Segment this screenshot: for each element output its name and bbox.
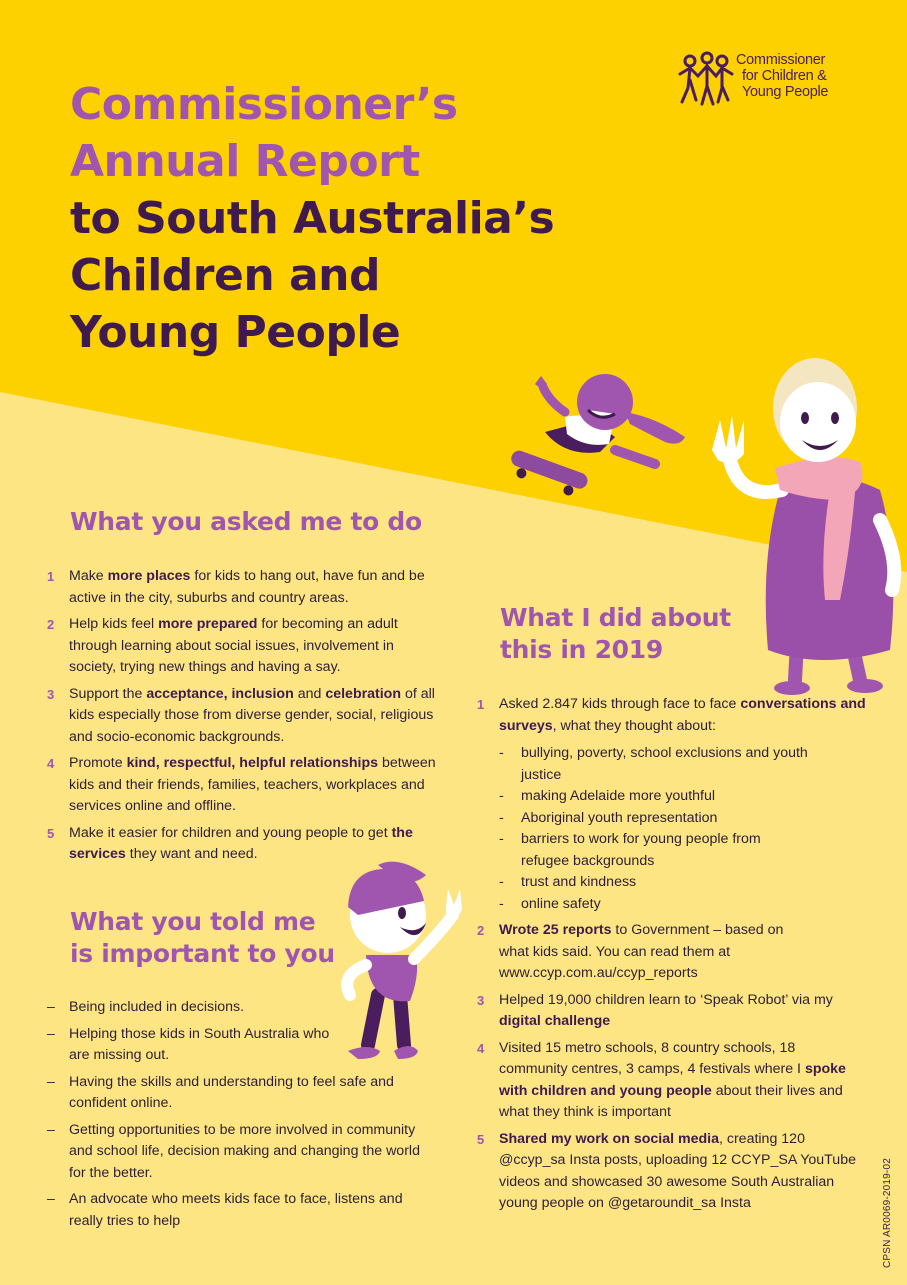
item-text: Make it easier for children and young people to get (69, 824, 392, 841)
figures-logo-icon (676, 50, 736, 108)
item-number: 2 (477, 923, 485, 938)
logo-line-2: for Children & (742, 68, 827, 84)
report-title (70, 76, 590, 361)
dash-bullet: - (499, 745, 504, 761)
asked-list (47, 566, 442, 871)
list-item (477, 1038, 852, 1124)
list-item (477, 990, 837, 1033)
item-text: Helped 19,000 children learn to ‘Speak Robot’ via my (499, 991, 833, 1008)
title-line-4: Children and (70, 250, 380, 301)
item-number: 3 (47, 686, 55, 702)
dash-bullet: – (47, 1121, 55, 1138)
item-text: Support the (69, 685, 147, 702)
item-text: Being included in decisions. (69, 999, 245, 1015)
dash-bullet: - (499, 831, 504, 847)
item-bold: Shared my work on social media (499, 1130, 719, 1147)
list-item (47, 684, 442, 749)
did-list (477, 694, 872, 1220)
told-heading (70, 906, 335, 970)
dash-bullet: – (47, 1025, 55, 1042)
item-text: between kids and their friends, families, teachers, workplaces and services online and offline. (69, 755, 436, 814)
logo-line-3: Young People (742, 84, 829, 100)
item-text: for kids to hang out, have fun and be active in the city, suburbs and country areas. (69, 568, 425, 606)
skateboarder-illustration (505, 362, 705, 502)
item-text: Make (69, 568, 108, 584)
list-item (47, 614, 442, 679)
sublist-item (499, 786, 809, 808)
item-number: 5 (477, 1131, 485, 1147)
item-text: making Adelaide more youthful (521, 788, 716, 804)
item-text: online safety (521, 895, 601, 912)
list-item (47, 753, 442, 818)
item-text: Having the skills and understanding to feel safe and confident online. (69, 1073, 394, 1111)
dash-bullet: - (499, 874, 504, 890)
told-list (47, 997, 422, 1237)
item-text: An advocate who meets kids face to face, listens and really tries to help (69, 1191, 403, 1229)
item-text: Asked 2.847 kids through face to face (499, 696, 741, 712)
ccyp-logo (676, 48, 866, 108)
title-line-3: to South Australia’s (70, 193, 555, 244)
list-item (47, 566, 442, 609)
list-item (47, 823, 442, 866)
item-bold: conversations and surveys (499, 696, 866, 734)
item-text: and (293, 685, 326, 702)
told-heading-line-2: is important to you (70, 939, 335, 968)
list-item (47, 1189, 422, 1232)
list-item (47, 1024, 347, 1067)
list-item (47, 1072, 422, 1115)
item-text: trust and kindness (521, 874, 637, 890)
told-heading-line-1: What you told me (70, 907, 316, 936)
item-bold: kind, respectful, helpful relationships (126, 755, 379, 771)
list-item (477, 694, 872, 915)
dash-bullet: - (499, 809, 504, 826)
item-number: 4 (47, 756, 55, 771)
item-bold: spoke with children and young people (499, 1061, 846, 1099)
sublist-item (499, 743, 809, 786)
item-bold: the services (69, 824, 413, 862)
dash-bullet: - (499, 895, 504, 912)
dash-bullet: - (499, 788, 504, 804)
item-number: 1 (47, 569, 55, 584)
item-text: of all kids especially those from diverse gender, social, religious and socio-economic backgrounds. (69, 685, 435, 745)
item-bold: more prepared (158, 616, 258, 632)
did-heading-line-1: What I did about (500, 603, 731, 632)
list-item (47, 997, 422, 1019)
title-line-2: Annual Report (70, 136, 420, 187)
item-number: 3 (477, 992, 485, 1008)
logo-line-1: Commissioner (736, 52, 826, 68)
item-text: barriers to work for young people from refugee backgrounds (521, 831, 761, 869)
did-heading-line-2: this in 2019 (500, 635, 663, 664)
dash-bullet: – (47, 1191, 55, 1207)
did-sublist (499, 743, 809, 915)
list-item (477, 1129, 857, 1215)
dash-bullet: – (47, 1073, 55, 1090)
item-text: Help kids feel (69, 616, 159, 632)
did-heading (500, 602, 731, 666)
item-text: Aboriginal youth representation (521, 809, 718, 826)
item-text: for becoming an adult through learning about social issues, involvement in society, trying new things and having a say. (69, 616, 398, 675)
commissioner-illustration (700, 350, 907, 705)
item-bold: Wrote 25 reports (499, 922, 612, 938)
list-item (477, 920, 797, 985)
item-number: 2 (47, 617, 55, 632)
sublist-item (499, 872, 809, 894)
item-bold: more places (107, 568, 191, 584)
item-text: bullying, poverty, school exclusions and youth justice (521, 745, 808, 783)
item-bold: digital challenge (499, 1013, 611, 1029)
title-line-5: Young People (70, 307, 401, 358)
sublist-item (499, 829, 809, 872)
item-text: Helping those kids in South Australia who are missing out. (69, 1025, 330, 1063)
document-code: CPSN AR0069-2019-02 (882, 1158, 893, 1268)
dash-bullet: – (47, 999, 55, 1015)
item-text: Getting opportunities to be more involved in community and school life, decision making and changing the world for the better. (69, 1121, 420, 1181)
title-line-1: Commissioner’s (70, 79, 458, 130)
asked-heading: What you asked me to do (70, 507, 422, 536)
item-text: , what they thought about: (552, 717, 716, 734)
item-number: 5 (47, 825, 55, 841)
item-number: 4 (477, 1040, 485, 1056)
item-text: they want and need. (125, 846, 258, 862)
item-text: , creating 120 @ccyp_sa Insta posts, uploading 12 CCYP_SA YouTube videos and showcased 30 awesome South Australian young people on @getaroundit_sa Insta (499, 1130, 856, 1211)
item-bold: acceptance, inclusion (146, 685, 294, 702)
item-bold: celebration (325, 685, 402, 702)
item-text: Visited 15 metro schools, 8 country schools, 18 community centres, 3 camps, 4 festivals where I (499, 1039, 805, 1077)
item-text: Promote (69, 755, 127, 771)
item-text: to Government – based on what kids said. You can read them at www.ccyp.com.au/ccyp_reports (499, 922, 784, 981)
sublist-item (499, 808, 809, 830)
item-number: 1 (477, 697, 485, 712)
item-text: about their lives and what they think is important (499, 1082, 843, 1120)
sublist-item (499, 894, 809, 916)
list-item (47, 1120, 422, 1185)
